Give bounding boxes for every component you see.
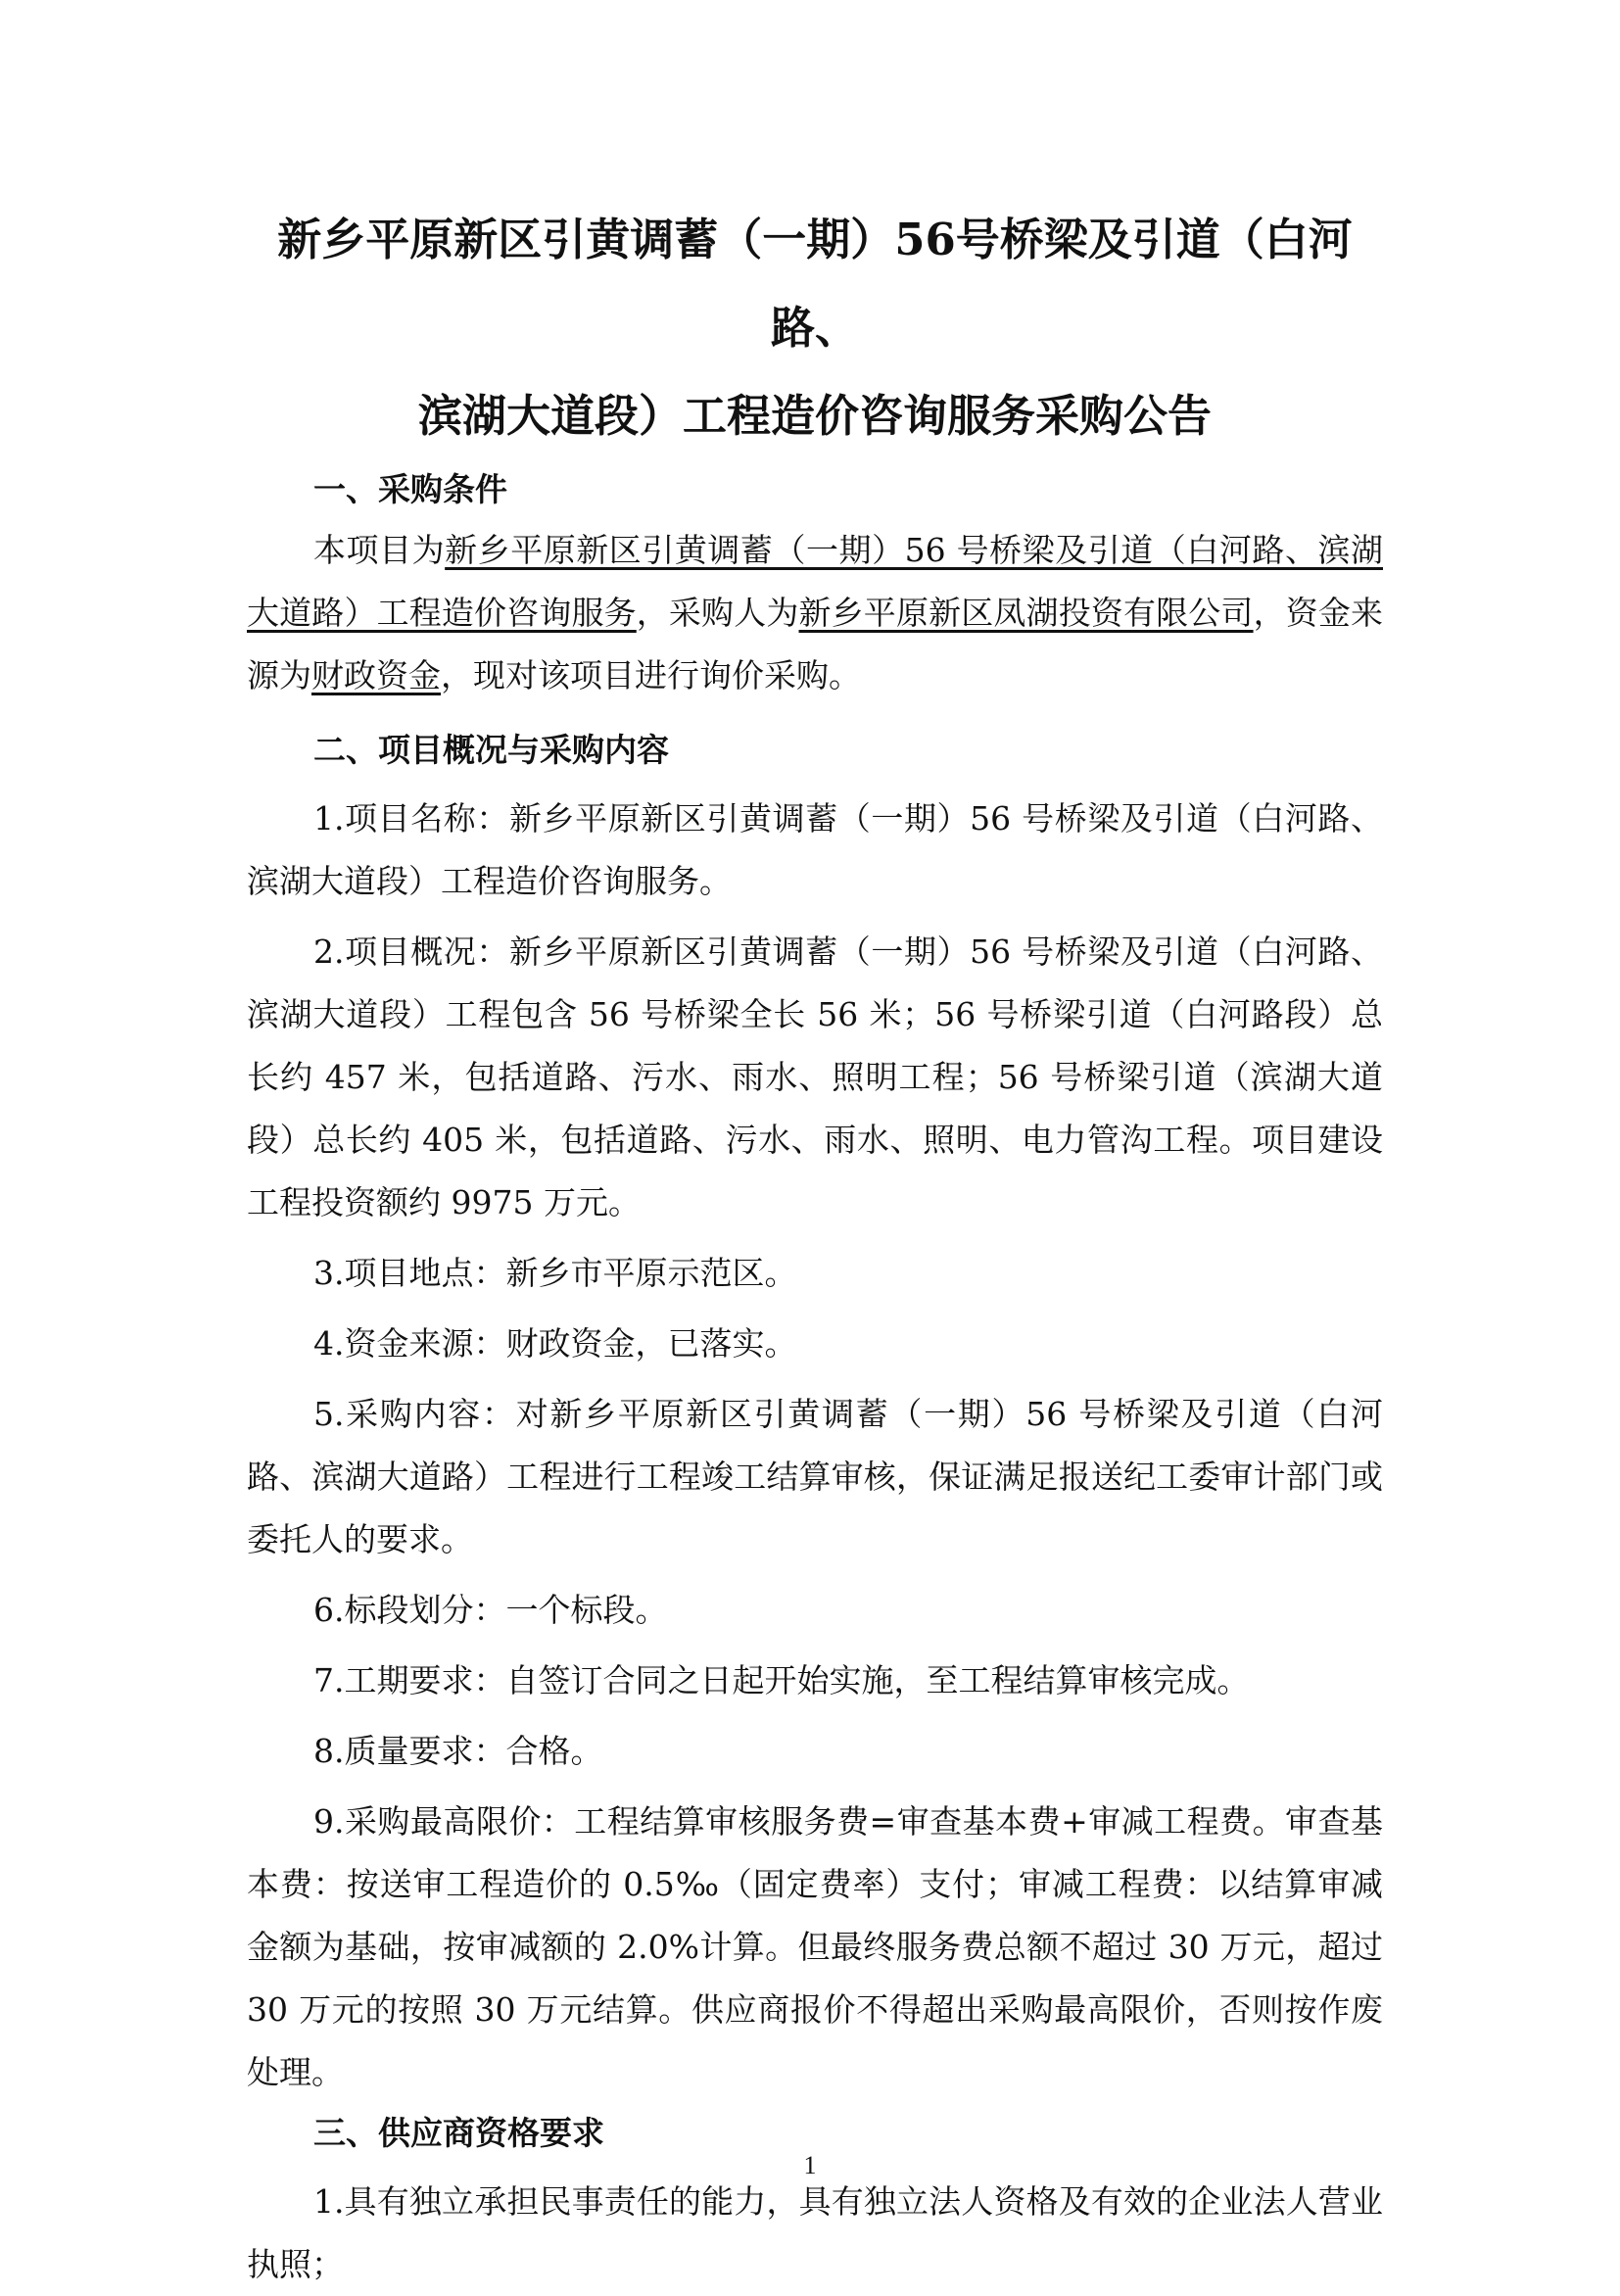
paragraph-purchase-conditions: [247, 519, 1383, 707]
section-heading-project-overview: 二、项目概况与采购内容: [313, 731, 669, 769]
document-title-line-1: 新乡平原新区引黄调蓄（一期）56号桥梁及引道（白河路、: [277, 214, 1353, 354]
buyer-name-underlined: 新乡平原新区凤湖投资有限公司: [798, 594, 1254, 632]
text-segment: ，现对该项目进行询价采购。: [441, 656, 861, 694]
list-item-price-limit: 9.采购最高限价：工程结算审核服务费=审查基本费+审减工程费。审查基本费：按送审工程造价的 0.5‰（固定费率）支付；审减工程费：以结算审减金额为基础，按审减额的 2.0%计算。但最终服务费总额不超过 30 万元，超过 30 万元的按照 30 万元结算。供应商报价不得超出采购最高限价，否则按作废处理。: [247, 1802, 1383, 2091]
list-item-qualification-1: 1.具有独立承担民事责任的能力，具有独立法人资格及有效的企业法人营业执照；: [247, 2182, 1383, 2283]
list-item-project-name: 1.项目名称：新乡平原新区引黄调蓄（一期）56 号桥梁及引道（白河路、滨湖大道段）工程造价咨询服务。: [247, 799, 1383, 900]
list-item-project-overview: 2.项目概况：新乡平原新区引黄调蓄（一期）56 号桥梁及引道（白河路、滨湖大道段）工程包含 56 号桥梁全长 56 米；56 号桥梁引道（白河路段）总长约 457 米，包括道路、污水、雨水、照明工程；56 号桥梁引道（滨湖大道段）总长约 405 米，包括道路、污水、雨水、照明、电力管沟工程。项目建设工程投资额约 9975 万元。: [247, 933, 1383, 1221]
fund-source-underlined: 财政资金: [311, 656, 441, 694]
list-item-fund-source: 4.资金来源：财政资金，已落实。: [313, 1324, 797, 1363]
list-item-quality: 8.质量要求：合格。: [313, 1732, 603, 1770]
document-page: [247, 196, 1383, 2296]
page-number: 1: [803, 2151, 817, 2179]
list-item-lot-division: 6.标段划分：一个标段。: [313, 1591, 668, 1629]
list-item-purchase-content: 5.采购内容：对新乡平原新区引黄调蓄（一期）56 号桥梁及引道（白河路、滨湖大道路）工程进行工程竣工结算审核，保证满足报送纪工委审计部门或委托人的要求。: [247, 1395, 1383, 1558]
list-item-project-location: 3.项目地点：新乡市平原示范区。: [313, 1254, 797, 1292]
section-heading-supplier-qualification: 三、供应商资格要求: [313, 2114, 604, 2152]
section-heading-purchase-conditions: 一、采购条件: [313, 470, 507, 508]
project-name-underlined: 新乡平原新区引黄调蓄（一期）56 号桥梁及引道（白河路、滨湖大道路）工程造价咨询服务: [247, 531, 1384, 632]
list-item-schedule: 7.工期要求：自签订合同之日起开始实施，至工程结算审核完成。: [313, 1661, 1250, 1699]
document-title-line-2: 滨湖大道段）工程造价咨询服务采购公告: [417, 390, 1212, 442]
text-segment: ，采购人为: [636, 594, 799, 632]
text-segment: 本项目为: [313, 531, 446, 569]
text-segment: ，资金来源为: [247, 594, 1384, 694]
